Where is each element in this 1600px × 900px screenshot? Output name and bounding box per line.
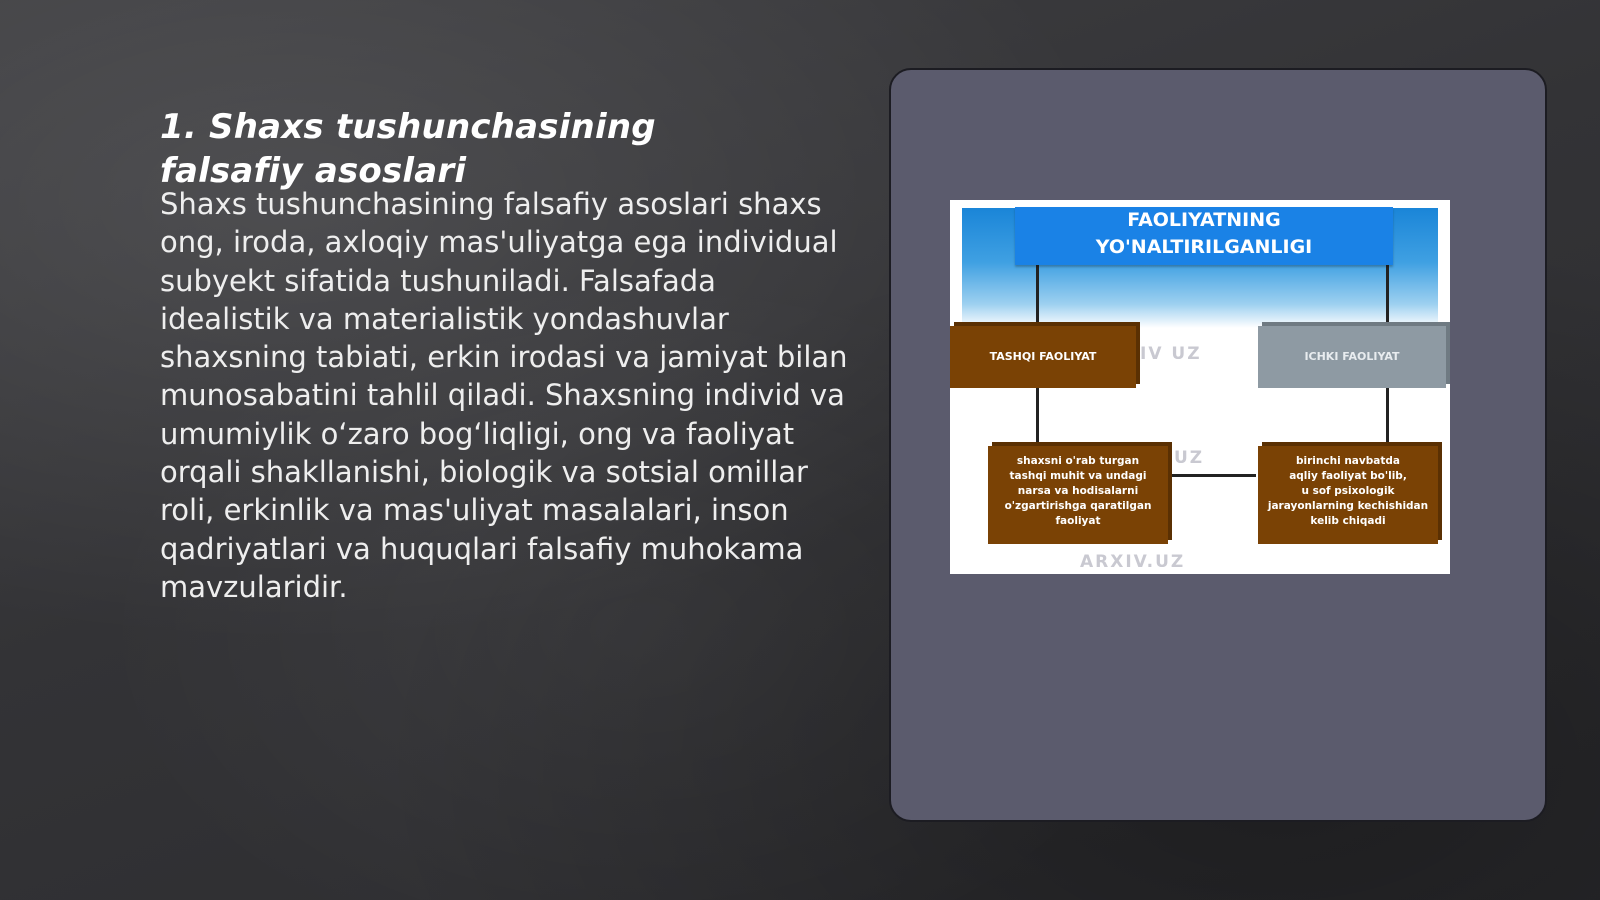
description-line: tashqi muhit va undagi [1009,470,1147,482]
external-activity-box: TASHQI FAOLIYAT [950,326,1136,388]
description-line: o'zgartirishga qaratilgan [1004,500,1152,512]
description-line: faoliyat [1055,515,1101,527]
description-line: narsa va hodisalarni [1017,485,1139,497]
description-line: jarayonlarning kechishidan [1267,500,1429,512]
watermark-text: IV UZ [1140,344,1202,364]
description-line: u sof psixologik [1301,485,1395,497]
diagram-title-line-1: FAOLIYATNING [1127,209,1281,231]
external-activity-description [988,446,1168,544]
connector-line [1386,385,1389,445]
internal-activity-description [1258,446,1438,544]
connector-line [1170,474,1256,477]
slide-heading: 1. Shaxs tushunchasining falsafiy asoslari [160,107,656,191]
description-line: aqliy faoliyat bo'lib, [1289,470,1407,482]
description-line: birinchi navbatda [1296,455,1400,467]
slide-body-text: Shaxs tushunchasining falsafiy asoslari shaxs ong, iroda, axloqiy mas'uliyatga ega individual subyekt sifatida tushuniladi. Falsafada idealistik va materialistik yondashuvlar shaxsning tabiati, erkin irodasi va jamiyat bilan munosabatini tahlil qiladi. Shaxsning individ va umumiylik oʻzaro bogʻliqligi, ong va faoliyat orqali shakllanishi, biologik va sotsial omillar roli, erkinlik va mas'uliyat masalalari, inson qadriyatlari va huquqlari falsafiy muhokama mavzularidir. [160,187,848,604]
watermark-text: UZ [1174,448,1205,468]
description-line: kelib chiqadi [1310,515,1386,527]
watermark-text: ARXIV.UZ [1080,552,1186,572]
diagram-image [950,200,1450,574]
connector-line [1386,260,1389,328]
connector-line [1036,385,1039,445]
internal-activity-box: ICHKI FAOLIYAT [1258,326,1446,388]
diagram-title-box [1015,207,1393,265]
connector-line [1036,260,1039,328]
description-line: shaxsni o'rab turgan [1016,455,1140,467]
diagram-title-line-2: YO'NALTIRILGANLIGI [1095,236,1313,258]
